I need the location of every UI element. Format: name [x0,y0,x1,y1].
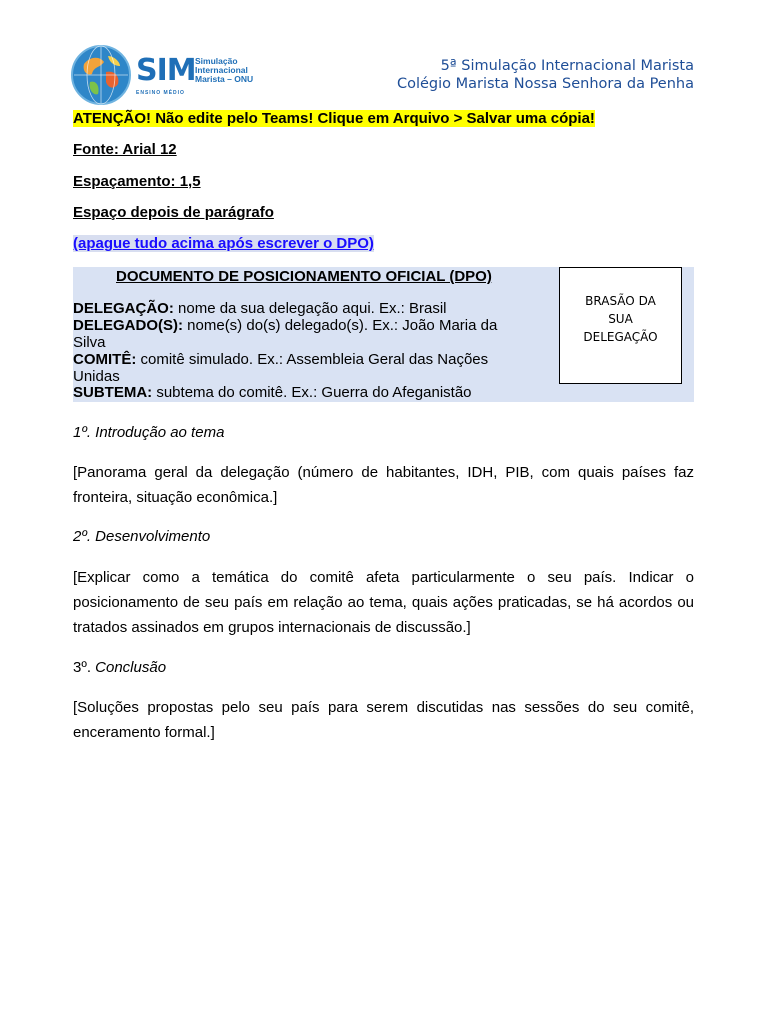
logo-caption: Simulação Internacional Marista – ONU [195,56,254,84]
section-1-body: [Panorama geral da delegação (número de habitantes, IDH, PIB, com quais países faz fronteira, situação econômica.] [73,464,694,506]
dpo-title: DOCUMENTO DE POSICIONAMENTO OFICIAL (DPO) [116,268,492,285]
paragraph-space-instruction: Espaço depois de parágrafo [73,204,274,221]
document-header [0,0,768,110]
section-3-title: 3º. Conclusão [73,659,167,676]
font-instruction: Fonte: Arial 12 [73,141,177,158]
crest-placeholder: BRASÃO DA SUA DELEGAÇÃO [559,267,682,384]
sim-logo: SIM [136,53,196,88]
section-1-title: 1º. Introdução ao tema [73,424,225,441]
subtema-field: SUBTEMA: subtema do comitê. Ex.: Guerra do Afeganistão [73,384,472,401]
delegacao-field: DELEGAÇÃO: nome da sua delegação aqui. Ex.: Brasil [73,300,447,317]
delegados-field: DELEGADO(S): nome(s) do(s) delegado(s). Ex.: João Maria da Silva [73,317,498,351]
erase-instruction[interactable]: (apague tudo acima após escrever o DPO) [73,235,374,252]
spacing-instruction: Espaçamento: 1,5 [73,173,201,190]
globe-logo-icon [70,44,132,106]
warning-line: ATENÇÃO! Não edite pelo Teams! Clique em Arquivo > Salvar uma cópia! [73,110,595,127]
section-3-body: [Soluções propostas pelo seu país para serem discutidas nas sessões do seu comitê, enceramento formal.] [73,699,694,741]
school-title: 5ª Simulação Internacional Marista Colégio Marista Nossa Senhora da Penha [396,58,694,92]
section-2-title: 2º. Desenvolvimento [73,528,211,545]
section-2-body: [Explicar como a temática do comitê afeta particularmente o seu país. Indicar o posicionamento de seu país em relação ao tema, quais ações praticadas, se há acordos ou tratados assinados em grupos internacionais de discussão.] [73,569,694,636]
logo-subtitle: ENSINO MÉDIO [136,90,185,96]
comite-field: COMITÊ: comitê simulado. Ex.: Assembleia Geral das Nações Unidas [73,351,489,385]
